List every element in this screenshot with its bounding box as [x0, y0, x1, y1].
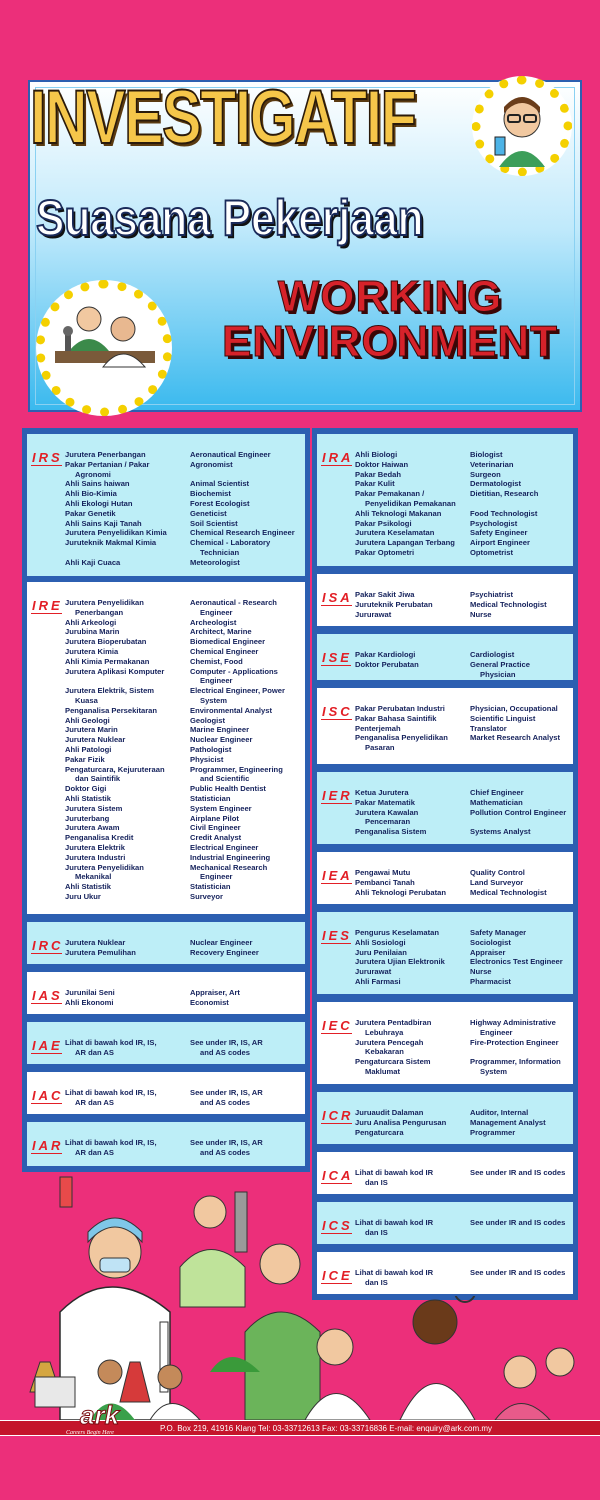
- list-item: Jurutera Penyelidikan: [65, 598, 144, 607]
- list-item: Penganalisa Penyelidikan: [355, 733, 448, 743]
- list-item: Translator: [470, 723, 507, 733]
- holland-code-label: I E A: [322, 868, 351, 883]
- title-working: WORKING: [277, 272, 503, 321]
- list-item: Jurutera Nuklear: [65, 735, 126, 745]
- list-item: and AS codes: [200, 1097, 250, 1107]
- list-item: Engineer: [200, 676, 233, 686]
- list-item: System Engineer: [190, 803, 252, 813]
- list-item: Penganalisa Kredit: [65, 833, 134, 843]
- list-item: Pencemaran: [365, 817, 411, 827]
- list-item: dan IS: [365, 1277, 388, 1287]
- list-item: Jurutera Penyelidikan: [65, 862, 144, 872]
- list-item: Chemical Research Engineer: [190, 528, 295, 538]
- holland-code-label: I E C: [322, 1018, 351, 1033]
- list-item: Juruteknik Makmal Kimia: [65, 538, 157, 548]
- career-section-ise: [315, 632, 575, 682]
- list-item: Chemical - Laboratory: [190, 538, 271, 548]
- list-item: Pasaran: [365, 743, 395, 753]
- list-item: Pharmacist: [470, 976, 511, 986]
- holland-code-label: I S A: [322, 590, 351, 605]
- list-item: Physician: [480, 669, 516, 679]
- list-item: Pengawai Mutu: [355, 868, 411, 877]
- list-item: Food Technologist: [470, 508, 538, 518]
- list-item: AR dan AS: [75, 1097, 114, 1107]
- list-item: Management Analyst: [470, 1117, 546, 1127]
- list-item: Credit Analyst: [190, 833, 242, 843]
- list-item: Ahli Sosiologi: [355, 937, 406, 947]
- list-item: Ahli Statistik: [65, 793, 111, 803]
- english-occupation-list: [470, 788, 566, 837]
- list-item: Nuclear Engineer: [190, 735, 253, 745]
- career-section-ias: [25, 970, 307, 1016]
- list-item: Doktor Perubatan: [355, 659, 419, 669]
- career-section-ies: [315, 910, 575, 996]
- list-item: Pengurus Keselamatan: [355, 928, 439, 937]
- list-item: Lihat di bawah kod IR: [355, 1218, 434, 1227]
- list-item: Jurutera Penyelidikan Kimia: [65, 528, 167, 538]
- list-item: Physicist: [190, 754, 224, 764]
- list-item: Safety Engineer: [470, 528, 528, 538]
- title-environment: ENVIRONMENT: [221, 316, 559, 366]
- list-item: Pakar Psikologi: [355, 518, 412, 528]
- malay-occupation-list: [65, 1038, 157, 1058]
- lab-scientists-icon: [36, 280, 172, 416]
- list-item: Computer - Applications: [190, 666, 278, 676]
- list-item: and AS codes: [200, 1147, 250, 1157]
- career-section-irs: [25, 432, 307, 578]
- list-item: Recovery Engineer: [190, 947, 259, 957]
- list-item: Animal Scientist: [190, 479, 250, 489]
- list-item: See under IR, IS, AR: [190, 1038, 263, 1047]
- malay-occupation-list: [65, 988, 115, 1008]
- list-item: Ahli Ekonomi: [65, 997, 114, 1007]
- list-item: Penyelidikan Pemakanan: [365, 498, 456, 508]
- list-item: See under IR, IS, AR: [190, 1088, 263, 1097]
- list-item: Jurutera Aplikasi Komputer: [65, 666, 165, 676]
- list-item: [65, 676, 165, 686]
- list-item: and Scientific: [200, 774, 250, 784]
- career-section-ics: [315, 1200, 575, 1246]
- list-item: Engineer: [200, 872, 233, 882]
- list-item: Meteorologist: [190, 557, 240, 567]
- list-item: Jurutera Pemulihan: [65, 947, 136, 957]
- list-item: Kuasa: [75, 695, 98, 705]
- list-item: Jurunilai Seni: [65, 988, 115, 997]
- english-occupation-list: [470, 1108, 546, 1137]
- list-item: [470, 817, 566, 827]
- career-section-icr: [315, 1090, 575, 1146]
- career-section-ice: [315, 1250, 575, 1296]
- english-occupation-list: [470, 928, 563, 987]
- list-item: Doktor Gigi: [65, 784, 107, 794]
- title-investigatif: INVESTIGATIF: [30, 75, 416, 160]
- list-item: See under IR and IS codes: [470, 1268, 566, 1277]
- list-item: Psychiatrist: [470, 590, 514, 599]
- list-item: Engineer: [480, 1027, 513, 1037]
- list-item: Physician, Occupational: [470, 704, 558, 713]
- list-item: Pakar Fizik: [65, 754, 105, 764]
- list-item: Pakar Kulit: [355, 479, 395, 489]
- list-item: Medical Technologist: [470, 887, 547, 897]
- malay-occupation-list: [65, 938, 136, 958]
- list-item: Airplane Pilot: [190, 813, 239, 823]
- list-item: Nurse: [470, 967, 492, 977]
- english-occupation-list: [470, 868, 547, 897]
- english-occupation-list: [190, 1088, 263, 1108]
- list-item: Cardiologist: [470, 650, 515, 659]
- list-item: Auditor, Internal: [470, 1108, 529, 1117]
- ark-logo: ark: [80, 1400, 120, 1430]
- english-occupation-list: [190, 938, 259, 958]
- list-item: Archeologist: [190, 617, 237, 627]
- holland-code-label: I R S: [32, 450, 61, 465]
- list-item: Market Research Analyst: [470, 733, 561, 743]
- list-item: Jururawat: [355, 967, 392, 977]
- career-section-irc: [25, 920, 307, 966]
- list-item: Lihat di bawah kod IR, IS,: [65, 1088, 157, 1097]
- list-item: Statistician: [190, 882, 231, 892]
- list-item: and AS codes: [200, 1047, 250, 1057]
- list-item: Appraiser: [470, 947, 506, 957]
- holland-code-label: I S E: [322, 650, 350, 665]
- english-occupation-list: [190, 988, 240, 1008]
- list-item: Ahli Geologi: [65, 715, 110, 725]
- list-item: Maklumat: [365, 1066, 401, 1076]
- list-item: Electrical Engineer: [190, 842, 259, 852]
- english-occupation-list: [470, 1018, 561, 1077]
- english-occupation-list: [470, 1168, 565, 1178]
- english-occupation-list: [190, 1038, 263, 1058]
- list-item: Jururawat: [355, 609, 392, 619]
- list-item: Marine Engineer: [190, 725, 250, 735]
- list-item: See under IR, IS, AR: [190, 1138, 263, 1147]
- list-item: Kebakaran: [365, 1047, 404, 1057]
- list-item: Ahli Patologi: [65, 744, 112, 754]
- malay-occupation-list: [65, 1088, 157, 1108]
- list-item: Penterjemah: [355, 723, 401, 733]
- english-occupation-list: [470, 704, 560, 753]
- list-item: AR dan AS: [75, 1047, 114, 1057]
- list-item: Ahli Sains haiwan: [65, 479, 130, 489]
- list-item: Lihat di bawah kod IR: [355, 1168, 434, 1177]
- malay-occupation-list: [355, 1218, 433, 1238]
- malay-occupation-list: [355, 868, 446, 897]
- holland-code-label: I A R: [32, 1138, 62, 1153]
- list-item: Jurutera Lapangan Terbang: [355, 538, 455, 548]
- title-suasana-pekerjaan: Suasana Pekerjaan: [36, 190, 424, 246]
- list-item: Jurubina Marin: [65, 627, 120, 637]
- list-item: Pakar Perubatan Industri: [355, 704, 445, 713]
- list-item: Land Surveyor: [470, 877, 524, 887]
- holland-code-label: I A C: [32, 1088, 62, 1103]
- list-item: Pengaturcara: [355, 1127, 404, 1137]
- holland-code-label: I S C: [322, 704, 351, 719]
- english-occupation-list: [470, 1268, 565, 1278]
- footer-contact: P.O. Box 219, 41916 Klang Tel: 03-33712613 Fax: 03-33716836 E-mail: enquiry@ark.com.my: [160, 1424, 493, 1433]
- list-item: Optometrist: [470, 547, 514, 557]
- malay-occupation-list: [65, 598, 165, 902]
- list-item: Dietitian, Research: [470, 489, 539, 499]
- english-occupation-list: [470, 590, 547, 619]
- holland-code-label: I C R: [322, 1108, 352, 1123]
- malay-occupation-list: [355, 1018, 431, 1077]
- career-section-iar: [25, 1120, 307, 1168]
- list-item: Jurutera Industri: [65, 852, 126, 862]
- list-item: Ketua Jurutera: [355, 788, 409, 797]
- list-item: Psychologist: [470, 518, 518, 528]
- list-item: Ahli Kimia Permakanan: [65, 656, 150, 666]
- list-item: Biologist: [470, 450, 503, 459]
- list-item: Biochemist: [190, 489, 231, 499]
- list-item: Quality Control: [470, 868, 525, 877]
- list-item: Pakar Kardiologi: [355, 650, 416, 659]
- malay-occupation-list: [355, 590, 433, 619]
- holland-code-label: I E S: [322, 928, 350, 943]
- list-item: Aeronautical Engineer: [190, 450, 271, 459]
- list-item: Juruaudit Dalaman: [355, 1108, 424, 1117]
- list-item: Electronics Test Engineer: [470, 957, 563, 967]
- malay-occupation-list: [355, 650, 419, 670]
- list-item: System: [480, 1066, 508, 1076]
- list-item: Dermatologist: [470, 479, 522, 489]
- list-item: [65, 548, 167, 558]
- list-item: Ahli Farmasi: [355, 976, 401, 986]
- list-item: Jurutera Marin: [65, 725, 118, 735]
- career-section-iae: [25, 1020, 307, 1066]
- list-item: Jurutera Kimia: [65, 646, 119, 656]
- list-item: Technician: [200, 547, 240, 557]
- list-item: Jurutera Keselamatan: [355, 528, 435, 538]
- career-section-ier: [315, 770, 575, 846]
- list-item: Penerbangan: [75, 607, 124, 617]
- list-item: Economist: [190, 997, 229, 1007]
- list-item: Veterinarian: [470, 459, 514, 469]
- career-section-iac: [25, 1070, 307, 1116]
- list-item: Highway Administrative: [470, 1018, 556, 1027]
- holland-code-label: I C E: [322, 1268, 351, 1283]
- list-item: Ahli Kaji Cuaca: [65, 557, 121, 567]
- list-item: Appraiser, Art: [190, 988, 240, 997]
- list-item: Penganalisa Sistem: [355, 827, 427, 837]
- list-item: Pakar Genetik: [65, 508, 116, 518]
- list-item: Ahli Sains Kaji Tanah: [65, 518, 142, 528]
- list-item: Jurutera Elektrik, Sistem: [65, 686, 155, 696]
- list-item: Lihat di bawah kod IR, IS,: [65, 1038, 157, 1047]
- list-item: Pakar Optometri: [355, 547, 415, 557]
- list-item: Doktor Haiwan: [355, 459, 409, 469]
- career-section-iec: [315, 1000, 575, 1086]
- list-item: Pembanci Tanah: [355, 877, 415, 887]
- list-item: Mathematician: [470, 797, 523, 807]
- list-item: dan IS: [365, 1177, 388, 1187]
- list-item: System: [200, 695, 228, 705]
- list-item: Juru Penilaian: [355, 947, 407, 957]
- list-item: Jurutera Sistem: [65, 803, 123, 813]
- list-item: Jurutera Pentadbiran: [355, 1018, 432, 1027]
- list-item: Pathologist: [190, 744, 232, 754]
- list-item: Soil Scientist: [190, 518, 238, 528]
- ark-tagline: Careers Begin Here: [66, 1430, 114, 1436]
- list-item: Airport Engineer: [470, 538, 530, 548]
- title-working-environment: [205, 272, 575, 366]
- career-section-ire: [25, 580, 307, 916]
- list-item: Ahli Arkeologi: [65, 617, 117, 627]
- holland-code-label: I R C: [32, 938, 62, 953]
- list-item: Scientific Linguist: [470, 713, 536, 723]
- list-item: Programmer, Engineering: [190, 764, 283, 774]
- list-item: Jurutera Penerbangan: [65, 450, 146, 459]
- english-occupation-list: [470, 450, 538, 558]
- english-occupation-list: [470, 1218, 565, 1228]
- list-item: Jurutera Awam: [65, 823, 120, 833]
- list-item: Surveyor: [190, 891, 223, 901]
- list-item: Ahli Ekologi Hutan: [65, 498, 133, 508]
- malay-occupation-list: [355, 1168, 433, 1188]
- list-item: Industrial Engineering: [190, 852, 271, 862]
- list-item: Pakar Pemakanan /: [355, 489, 425, 499]
- list-item: Engineer: [200, 607, 233, 617]
- list-item: Lihat di bawah kod IR: [355, 1268, 434, 1277]
- list-item: Jurutera Ujian Elektronik: [355, 957, 445, 967]
- list-item: Fire-Protection Engineer: [470, 1037, 559, 1047]
- list-item: Penganalisa Persekitaran: [65, 705, 158, 715]
- list-item: Civil Engineer: [190, 823, 241, 833]
- list-item: Ahli Biologi: [355, 450, 398, 459]
- malay-occupation-list: [355, 1108, 446, 1137]
- list-item: Lihat di bawah kod IR, IS,: [65, 1138, 157, 1147]
- list-item: [190, 470, 295, 480]
- list-item: Forest Ecologist: [190, 498, 250, 508]
- list-item: Geologist: [190, 715, 226, 725]
- list-item: Ahli Statistik: [65, 882, 111, 892]
- list-item: Systems Analyst: [470, 827, 531, 837]
- list-item: [470, 499, 538, 509]
- career-section-isa: [315, 572, 575, 628]
- english-occupation-list: [470, 650, 530, 679]
- malay-occupation-list: [65, 450, 167, 568]
- english-occupation-list: [190, 450, 295, 568]
- list-item: Pakar Bedah: [355, 469, 402, 479]
- list-item: Pakar Sakit Jiwa: [355, 590, 415, 599]
- list-item: [470, 743, 560, 753]
- malay-occupation-list: [355, 1268, 433, 1288]
- holland-code-label: I E R: [322, 788, 351, 803]
- list-item: Safety Manager: [470, 928, 527, 937]
- list-item: Juru Ukur: [65, 891, 101, 901]
- holland-code-label: I R E: [32, 598, 61, 613]
- list-item: Chemist, Food: [190, 656, 243, 666]
- list-item: Jurutera Elektrik: [65, 842, 125, 852]
- malay-occupation-list: [65, 1138, 157, 1158]
- list-item: Mechanical Research: [190, 862, 268, 872]
- list-item: General Practice: [470, 659, 530, 669]
- malay-occupation-list: [355, 450, 456, 558]
- list-item: Ahli Bio-Kimia: [65, 489, 117, 499]
- list-item: Pakar Matematik: [355, 797, 415, 807]
- list-item: Geneticist: [190, 508, 227, 518]
- list-item: dan Saintifik: [75, 774, 121, 784]
- scientist-portrait-icon: [472, 76, 572, 176]
- malay-occupation-list: [355, 788, 426, 837]
- list-item: See under IR and IS codes: [470, 1168, 566, 1177]
- list-item: Ahli Teknologi Makanan: [355, 508, 442, 518]
- list-item: Architect, Marine: [190, 627, 252, 637]
- list-item: dan IS: [365, 1227, 388, 1237]
- list-item: Pakar Pertanian / Pakar: [65, 459, 150, 469]
- list-item: Juru Analisa Pengurusan: [355, 1117, 447, 1127]
- malay-occupation-list: [355, 704, 448, 753]
- list-item: Ahli Teknologi Perubatan: [355, 887, 446, 897]
- list-item: Environmental Analyst: [190, 705, 273, 715]
- list-item: Programmer: [470, 1127, 516, 1137]
- list-item: Nuclear Engineer: [190, 938, 253, 947]
- list-item: Mekanikal: [75, 872, 112, 882]
- list-item: AR dan AS: [75, 1147, 114, 1157]
- malay-occupation-list: [355, 928, 445, 987]
- list-item: Chemical Engineer: [190, 646, 259, 656]
- list-item: Sociologist: [470, 937, 511, 947]
- holland-code-label: I A S: [32, 988, 61, 1003]
- list-item: Pengaturcara Sistem: [355, 1057, 431, 1067]
- career-section-ica: [315, 1150, 575, 1196]
- list-item: Jurutera Pencegah: [355, 1037, 424, 1047]
- list-item: See under IR and IS codes: [470, 1218, 566, 1227]
- list-item: Jurutera Nuklear: [65, 938, 126, 947]
- list-item: Pengaturcara, Kejuruteraan: [65, 764, 165, 774]
- list-item: Agronomist: [190, 459, 233, 469]
- holland-code-label: I A E: [32, 1038, 61, 1053]
- list-item: Electrical Engineer, Power: [190, 686, 285, 696]
- list-item: Juruteknik Perubatan: [355, 599, 433, 609]
- english-occupation-list: [190, 598, 285, 902]
- list-item: Jurutera Bioperubatan: [65, 637, 147, 647]
- holland-code-label: I C A: [322, 1168, 352, 1183]
- career-section-iea: [315, 850, 575, 906]
- list-item: Biomedical Engineer: [190, 637, 266, 647]
- list-item: Pakar Bahasa Saintifik: [355, 713, 437, 723]
- list-item: Medical Technologist: [470, 599, 547, 609]
- list-item: Statistician: [190, 793, 231, 803]
- list-item: Nurse: [470, 609, 492, 619]
- list-item: Agronomi: [75, 469, 111, 479]
- list-item: Aeronautical - Research: [190, 598, 277, 607]
- list-item: Programmer, Information: [470, 1057, 561, 1067]
- list-item: Juruterbang: [65, 813, 110, 823]
- list-item: Jurutera Kawalan: [355, 807, 419, 817]
- list-item: Public Health Dentist: [190, 784, 266, 794]
- career-section-ira: [315, 432, 575, 568]
- career-section-isc: [315, 686, 575, 766]
- holland-code-label: I R A: [322, 450, 352, 465]
- english-occupation-list: [190, 1138, 263, 1158]
- list-item: Surgeon: [470, 469, 501, 479]
- list-item: [470, 1047, 561, 1057]
- list-item: Pollution Control Engineer: [470, 807, 567, 817]
- list-item: Lebuhraya: [365, 1027, 404, 1037]
- holland-code-label: I C S: [322, 1218, 351, 1233]
- list-item: Chief Engineer: [470, 788, 524, 797]
